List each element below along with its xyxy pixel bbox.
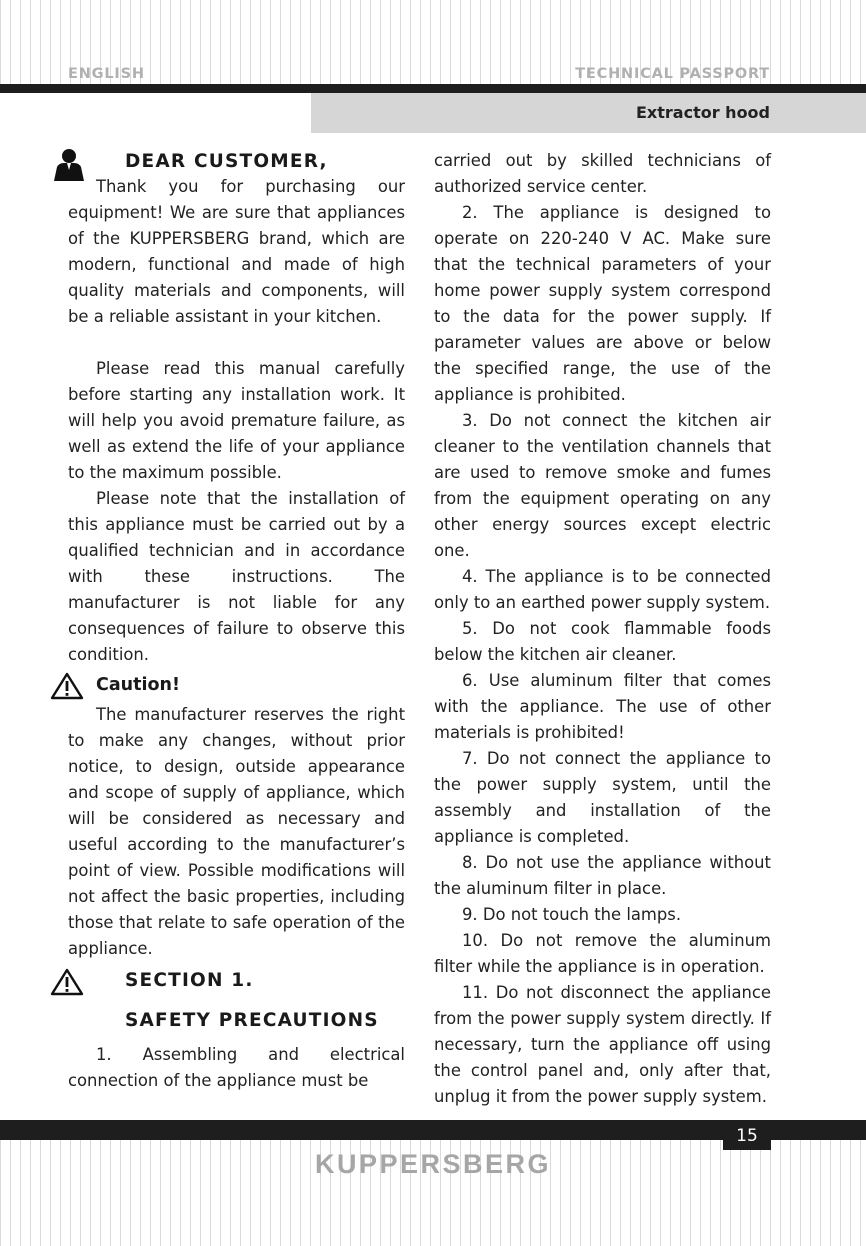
safety-item-2: 2. The appliance is designed to operate on 220-240 V AC. Make sure that the technical parameters of your home power supply system correspond to the data for the power supply. If parameter values are above or below the specified range, the use of the appliance is prohibited. xyxy=(434,203,771,404)
safety-item-1-end: carried out by skilled technicians of authorized service center. xyxy=(434,151,771,196)
brand-logo: KUPPERSBERG xyxy=(314,1149,552,1179)
safety-item-6: 6. Use aluminum filter that comes with the appliance. The use of other materials is prohibited! xyxy=(434,671,771,742)
left-column xyxy=(68,148,405,1094)
person-icon xyxy=(51,148,87,182)
right-column xyxy=(434,148,771,1110)
intro-paragraph: Thank you for purchasing our equipment! We are sure that appliances of the KUPPERSBERG brand, which are modern, functional and made of high quality materials and components, will be a reliable assistant in your kitchen. xyxy=(68,177,405,326)
safety-item-4: 4. The appliance is to be connected only to an earthed power supply system. xyxy=(434,567,771,612)
safety-item-8: 8. Do not use the appliance without the aluminum filter in place. xyxy=(434,853,771,898)
safety-item-7: 7. Do not connect the appliance to the power supply system, until the assembly and installation of the appliance is completed. xyxy=(434,749,771,846)
caution-paragraph: The manufacturer reserves the right to make any changes, without prior notice, to design, outside appearance and scope of supply of appliance, which will be considered as necessary and useful according to the manufacturer’s point of view. Possible modifications will not affect the basic properties, including those that relate to safe operation of the appliance. xyxy=(68,705,405,958)
safety-item-1-start: 1. Assembling and electrical connection of the appliance must be xyxy=(68,1045,405,1090)
safety-item-9: 9. Do not touch the lamps. xyxy=(462,905,682,924)
header-doc-type: TECHNICAL PASSPORT xyxy=(575,66,770,82)
safety-item-10: 10. Do not remove the aluminum filter while the appliance is in operation. xyxy=(434,931,771,976)
header-language: ENGLISH xyxy=(68,66,145,82)
read-manual-paragraph: Please read this manual carefully before starting any installation work. It will help you avoid premature failure, as well as extend the life of your appliance to the maximum possible. xyxy=(68,359,405,482)
section-title: SECTION 1. xyxy=(125,970,254,991)
safety-item-3: 3. Do not connect the kitchen air cleaner to the ventilation channels that are used to remove smoke and fumes from the equipment operating on any other energy sources except electric one. xyxy=(434,411,771,560)
safety-item-5: 5. Do not cook flammable foods below the kitchen air cleaner. xyxy=(434,619,771,664)
section-subtitle: SAFETY PRECAUTIONS xyxy=(125,1010,379,1031)
subtitle-band xyxy=(311,93,866,133)
page-number: 15 xyxy=(723,1123,771,1150)
caution-label: Caution! xyxy=(96,675,180,695)
warning-triangle-icon xyxy=(50,672,84,700)
header-bar xyxy=(0,84,866,93)
greeting-heading xyxy=(68,148,405,174)
safety-item-11: 11. Do not disconnect the appliance from the power supply system directly. If necessary, turn the appliance off using the control panel and, only after that, unplug it from the power supply system. xyxy=(434,983,771,1106)
installation-note-paragraph: Please note that the installation of this appliance must be carried out by a qualified technician and in accordance with these instructions. The manufacturer is not liable for any consequences of failure to observe this condition. xyxy=(68,489,405,664)
product-subtitle: Extractor hood xyxy=(636,103,770,122)
warning-triangle-icon xyxy=(50,968,84,996)
caution-heading xyxy=(68,668,405,702)
section-heading xyxy=(68,962,405,1042)
greeting-title: DEAR CUSTOMER, xyxy=(125,151,328,172)
